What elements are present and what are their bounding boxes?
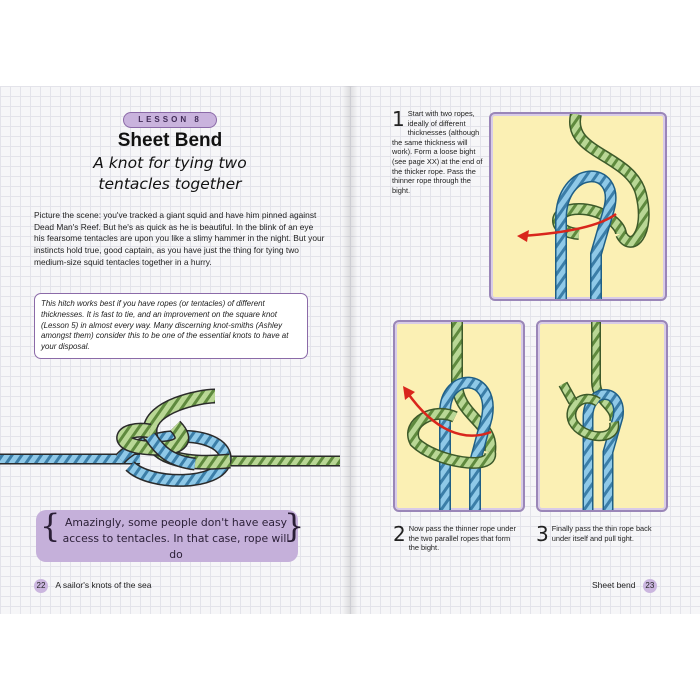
footer-left-text: A sailor's knots of the sea — [55, 580, 152, 591]
step-1 — [392, 109, 484, 195]
footer-right — [592, 579, 657, 593]
subtitle-line-2: tentacles together — [98, 175, 242, 193]
step-1-diagram — [491, 114, 665, 299]
step-2 — [393, 524, 521, 553]
book-spread — [0, 86, 700, 614]
step-2-number: 2 — [393, 522, 406, 546]
sheet-bend-illustration — [0, 386, 340, 496]
page-subtitle — [60, 153, 280, 195]
step-3-number: 3 — [536, 522, 549, 546]
step-3 — [536, 524, 664, 544]
step-2-diagram — [395, 322, 523, 510]
footer-left — [34, 579, 152, 593]
step-1-text: Start with two ropes, ideally of different thicknesses (although the same thickness will work). Form a loose bight (see page XX) at the end of the thicker rope. Pass the thinner rope through the bight. — [392, 109, 483, 195]
intro-paragraph: Picture the scene: you've tracked a giant squid and have him pinned against Dead Man's Reef. But he's as quick as he is beautiful. In the blink of an eye his fearsome tentacles are upon you like a slimy hammer in the night. But your instincts hold true, good captain, as you have just the thing for tying two medium-size squid tentacles together in a hurry. — [34, 210, 325, 267]
step-1-number: 1 — [392, 107, 405, 131]
quote-text: Amazingly, some people don't have easy access to tentacles. In that case, rope will do — [62, 516, 290, 561]
step-3-text: Finally pass the thin rope back under itself and pull tight. — [551, 524, 652, 543]
page-gutter — [342, 86, 358, 614]
quote-close-brace: } — [284, 507, 305, 545]
page-number-right: 23 — [643, 579, 657, 593]
step-1-panel — [489, 112, 667, 301]
page-title: Sheet Bend — [117, 130, 223, 151]
info-box: This hitch works best if you have ropes (or tentacles) of different thicknesses. It is fast to tie, and an improvement on the square knot (Lesson 5) in almost every way. Many discerning knot-smiths (Ashley amongst them) consider this to be one of the essential knots to have at your disposal. — [34, 293, 308, 359]
step-2-panel — [393, 320, 525, 512]
footer-right-text: Sheet bend — [592, 580, 636, 591]
step-3-panel — [536, 320, 668, 512]
lesson-badge: LESSON 8 — [123, 112, 217, 128]
step-3-diagram — [538, 322, 666, 510]
step-2-text: Now pass the thinner rope under the two parallel ropes that form the bight. — [408, 524, 516, 553]
subtitle-line-1: A knot for tying two — [93, 154, 247, 172]
quote-open-brace: { — [40, 507, 61, 545]
page-number-left: 22 — [34, 579, 48, 593]
